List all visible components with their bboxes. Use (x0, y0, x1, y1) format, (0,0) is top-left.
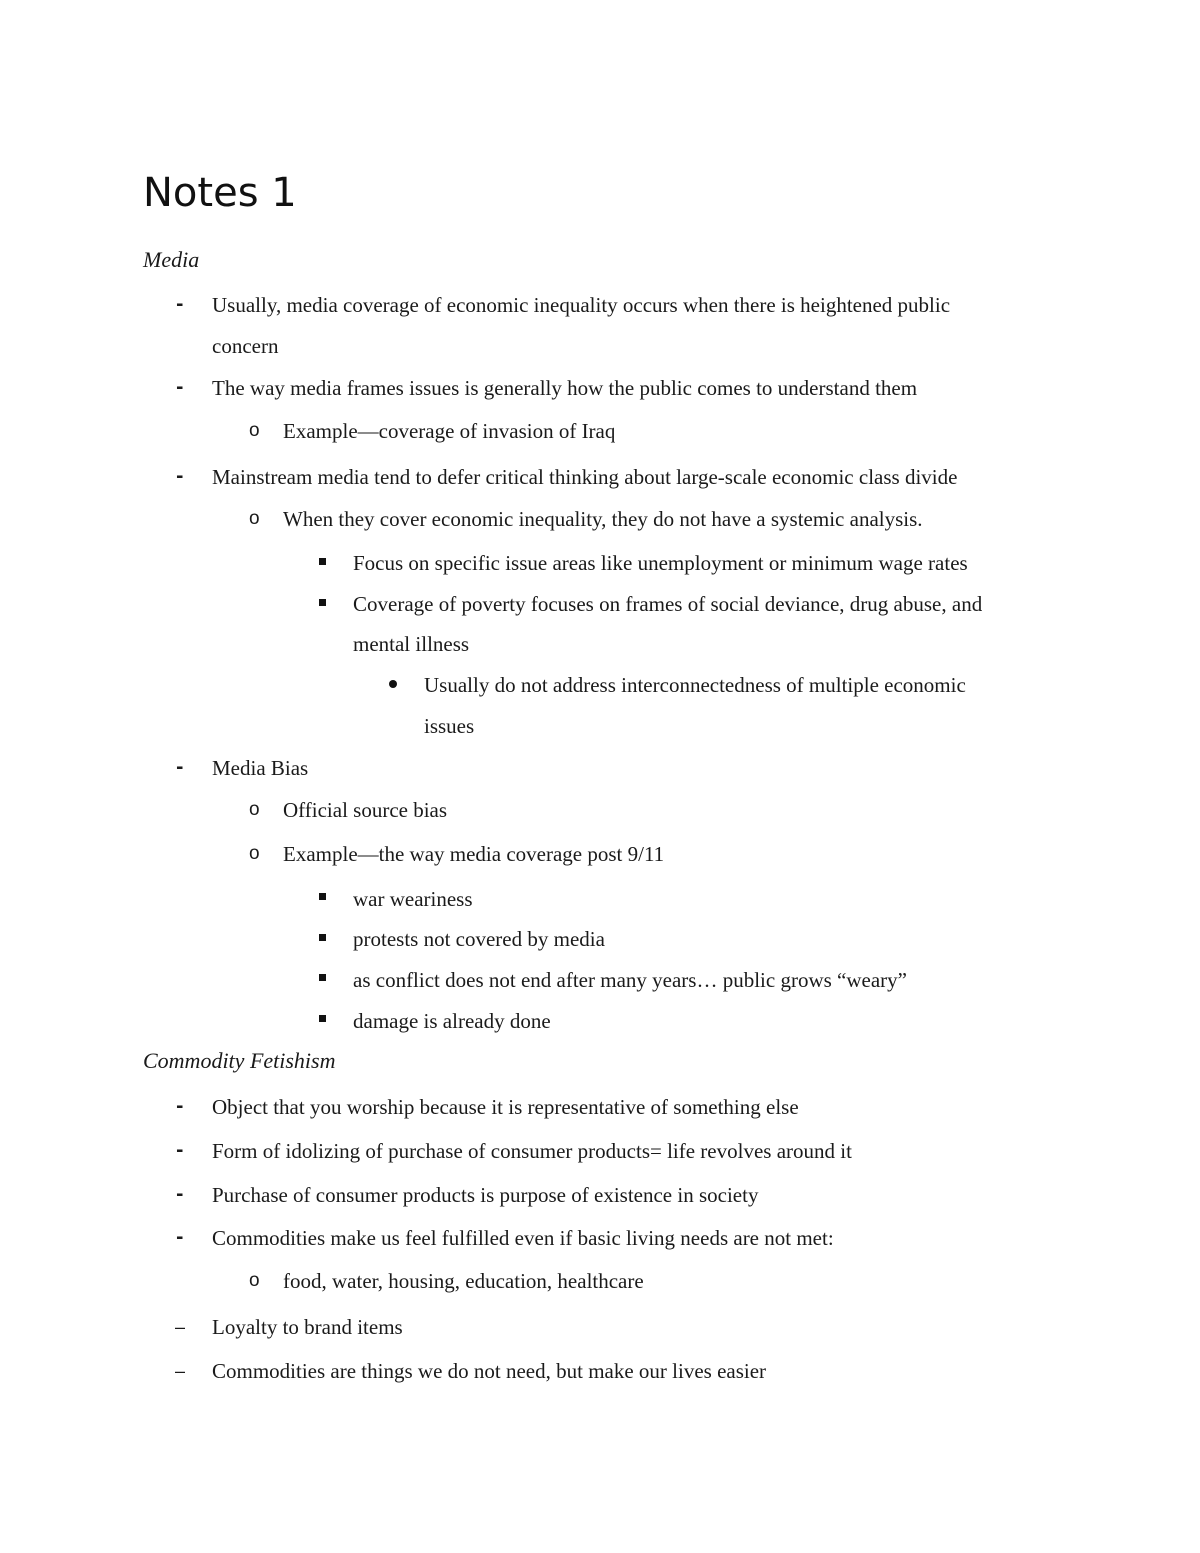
list-item: Example—the way media coverage post 9/11 (283, 842, 665, 866)
bullet-square (319, 974, 326, 981)
list-item: war weariness (353, 887, 473, 911)
list-item: as conflict does not end after many years… public grows “weary” (353, 968, 907, 992)
list-item: Coverage of poverty focuses on frames of social deviance, drug abuse, and (353, 592, 983, 616)
bullet-square (319, 934, 326, 941)
bullet-circle: o (249, 420, 260, 441)
list-item-continuation: issues (424, 714, 475, 738)
bullet-dash: - (176, 377, 184, 398)
list-item: Official source bias (283, 798, 448, 822)
list-item: Commodities are things we do not need, but make our lives easier (212, 1359, 767, 1383)
bullet-dash: - (176, 294, 184, 315)
list-item: protests not covered by media (353, 927, 605, 951)
bullet-dash: - (176, 1227, 184, 1248)
list-item: Usually do not address interconnectedness of multiple economic (424, 673, 966, 697)
bullet-square (319, 599, 326, 606)
bullet-dash: – (175, 1317, 186, 1337)
bullet-dash: – (175, 1361, 186, 1381)
bullet-dash: - (176, 1096, 184, 1117)
list-item: Form of idolizing of purchase of consumer products= life revolves around it (212, 1139, 852, 1163)
bullet-square (319, 1015, 326, 1022)
list-item-continuation: mental illness (353, 632, 470, 656)
bullet-square (319, 893, 326, 900)
list-item: Mainstream media tend to defer critical thinking about large-scale economic class divide (212, 465, 958, 489)
list-item: Focus on specific issue areas like unemployment or minimum wage rates (353, 551, 968, 575)
list-item: The way media frames issues is generally how the public comes to understand them (212, 376, 918, 400)
list-item: food, water, housing, education, healthcare (283, 1269, 644, 1293)
list-item: Example—coverage of invasion of Iraq (283, 419, 616, 443)
page-title: Notes 1 (143, 170, 297, 216)
list-item: damage is already done (353, 1009, 551, 1033)
list-item: When they cover economic inequality, they do not have a systemic analysis. (283, 507, 923, 531)
list-item: Loyalty to brand items (212, 1315, 403, 1339)
bullet-circle: o (249, 843, 260, 864)
list-item: Usually, media coverage of economic inequality occurs when there is heightened public (212, 293, 951, 317)
bullet-square (319, 558, 326, 565)
list-item: Media Bias (212, 756, 309, 780)
list-item: Object that you worship because it is representative of something else (212, 1095, 799, 1119)
section-heading-media: Media (143, 247, 200, 272)
bullet-circle: o (249, 799, 260, 820)
bullet-dash: - (176, 1184, 184, 1205)
list-item: Purchase of consumer products is purpose of existence in society (212, 1183, 759, 1207)
bullet-dash: - (176, 1140, 184, 1161)
bullet-dash: - (176, 757, 184, 778)
bullet-dot (389, 680, 397, 688)
list-item-continuation: concern (212, 334, 279, 358)
section-heading-commodity-fetishism: Commodity Fetishism (143, 1048, 336, 1073)
bullet-dash: - (176, 466, 184, 487)
bullet-circle: o (249, 508, 260, 529)
list-item: Commodities make us feel fulfilled even if basic living needs are not met: (212, 1226, 834, 1250)
bullet-circle: o (249, 1270, 260, 1291)
